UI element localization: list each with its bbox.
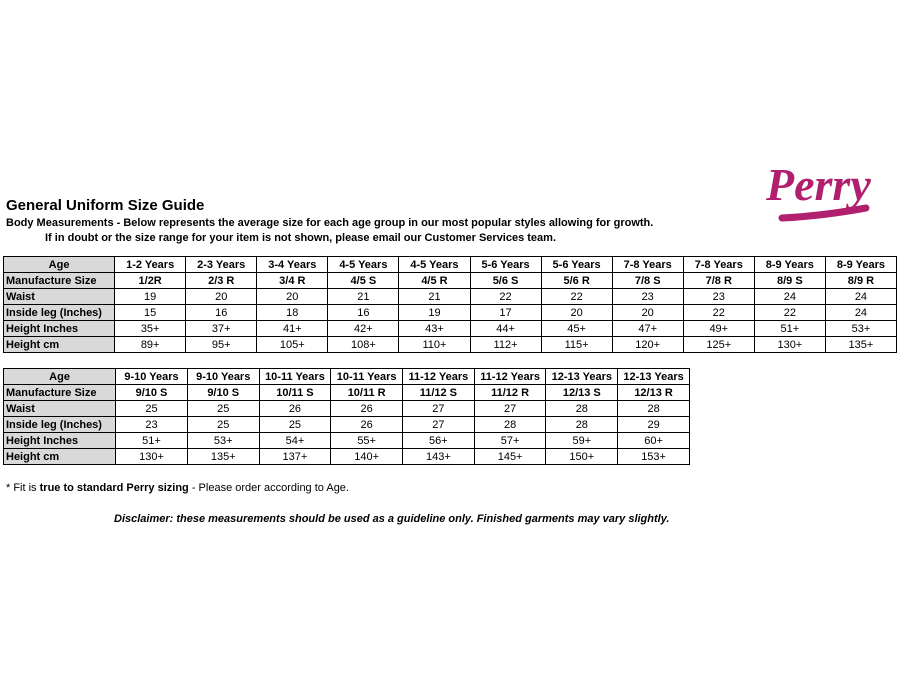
table-cell: 35+ bbox=[115, 321, 186, 337]
table-cell: 27 bbox=[403, 401, 475, 417]
table-cell: 112+ bbox=[470, 337, 541, 353]
table-row bbox=[4, 257, 897, 273]
table-cell: 44+ bbox=[470, 321, 541, 337]
table-cell: 22 bbox=[470, 289, 541, 305]
perry-logo-icon bbox=[762, 150, 872, 230]
table-cell: 8/9 S bbox=[754, 273, 825, 289]
table-cell: 130+ bbox=[116, 449, 188, 465]
table-cell: 26 bbox=[259, 401, 331, 417]
row-label: Inside leg (Inches) bbox=[4, 417, 116, 433]
table-cell: 45+ bbox=[541, 321, 612, 337]
table-cell: 21 bbox=[399, 289, 470, 305]
row-label: Inside leg (Inches) bbox=[4, 305, 115, 321]
age-header-cell: 1-2 Years bbox=[115, 257, 186, 273]
subtitle-contact: If in doubt or the size range for your item is not shown, please email our Customer Services team. bbox=[45, 232, 557, 244]
table-cell: 53+ bbox=[187, 433, 259, 449]
table-cell: 17 bbox=[470, 305, 541, 321]
size-table-2 bbox=[3, 368, 690, 465]
table-cell: 10/11 S bbox=[259, 385, 331, 401]
table-cell: 1/2R bbox=[115, 273, 186, 289]
table-cell: 16 bbox=[186, 305, 257, 321]
age-header-cell: 8-9 Years bbox=[754, 257, 825, 273]
svg-text:Perry: Perry bbox=[766, 159, 871, 210]
age-header-cell: 10-11 Years bbox=[331, 369, 403, 385]
table-cell: 8/9 R bbox=[825, 273, 896, 289]
table-cell: 20 bbox=[186, 289, 257, 305]
table-cell: 22 bbox=[541, 289, 612, 305]
fit-note-suffix: - Please order according to Age. bbox=[188, 482, 349, 494]
table-cell: 143+ bbox=[403, 449, 475, 465]
table-cell: 19 bbox=[399, 305, 470, 321]
row-label: Height cm bbox=[4, 337, 115, 353]
table-cell: 150+ bbox=[546, 449, 618, 465]
table-cell: 51+ bbox=[116, 433, 188, 449]
table-row bbox=[4, 273, 897, 289]
table-cell: 37+ bbox=[186, 321, 257, 337]
table-cell: 19 bbox=[115, 289, 186, 305]
row-label: Height Inches bbox=[4, 321, 115, 337]
age-header-cell: 2-3 Years bbox=[186, 257, 257, 273]
table-row bbox=[4, 321, 897, 337]
table-cell: 26 bbox=[331, 401, 403, 417]
fit-note-bold: true to standard Perry sizing bbox=[39, 482, 189, 494]
table-row bbox=[4, 385, 690, 401]
table-cell: 105+ bbox=[257, 337, 328, 353]
table-cell: 49+ bbox=[683, 321, 754, 337]
table-cell: 29 bbox=[618, 417, 690, 433]
table-row bbox=[4, 289, 897, 305]
age-header-cell: 8-9 Years bbox=[825, 257, 896, 273]
table-cell: 53+ bbox=[825, 321, 896, 337]
table-cell: 20 bbox=[612, 305, 683, 321]
table-cell: 28 bbox=[618, 401, 690, 417]
table-cell: 7/8 R bbox=[683, 273, 754, 289]
table-cell: 110+ bbox=[399, 337, 470, 353]
table-cell: 135+ bbox=[825, 337, 896, 353]
table-cell: 2/3 R bbox=[186, 273, 257, 289]
table-cell: 10/11 R bbox=[331, 385, 403, 401]
age-header-cell: 10-11 Years bbox=[259, 369, 331, 385]
row-label: Waist bbox=[4, 401, 116, 417]
table-cell: 41+ bbox=[257, 321, 328, 337]
table-cell: 27 bbox=[403, 417, 475, 433]
age-header-cell: 9-10 Years bbox=[116, 369, 188, 385]
table-cell: 7/8 S bbox=[612, 273, 683, 289]
table-cell: 140+ bbox=[331, 449, 403, 465]
table-cell: 47+ bbox=[612, 321, 683, 337]
age-header-cell: 5-6 Years bbox=[541, 257, 612, 273]
table-cell: 24 bbox=[825, 305, 896, 321]
row-label: Age bbox=[4, 257, 115, 273]
table-cell: 25 bbox=[187, 417, 259, 433]
table-cell: 24 bbox=[825, 289, 896, 305]
age-header-cell: 5-6 Years bbox=[470, 257, 541, 273]
table-row bbox=[4, 401, 690, 417]
row-label: Age bbox=[4, 369, 116, 385]
table-cell: 21 bbox=[328, 289, 399, 305]
table-cell: 3/4 R bbox=[257, 273, 328, 289]
table-row bbox=[4, 305, 897, 321]
disclaimer: Disclaimer: these measurements should be used as a guideline only. Finished garments may vary slightly. bbox=[114, 513, 670, 525]
table-cell: 28 bbox=[546, 401, 618, 417]
age-header-cell: 12-13 Years bbox=[546, 369, 618, 385]
table-cell: 153+ bbox=[618, 449, 690, 465]
table-cell: 22 bbox=[683, 305, 754, 321]
table-cell: 25 bbox=[187, 401, 259, 417]
table-cell: 130+ bbox=[754, 337, 825, 353]
age-header-cell: 4-5 Years bbox=[399, 257, 470, 273]
table-cell: 26 bbox=[331, 417, 403, 433]
row-label: Height cm bbox=[4, 449, 116, 465]
fit-note bbox=[6, 482, 349, 494]
table-cell: 135+ bbox=[187, 449, 259, 465]
age-header-cell: 7-8 Years bbox=[612, 257, 683, 273]
table-cell: 56+ bbox=[403, 433, 475, 449]
table-cell: 43+ bbox=[399, 321, 470, 337]
row-label: Manufacture Size bbox=[4, 385, 116, 401]
table-cell: 137+ bbox=[259, 449, 331, 465]
table-cell: 55+ bbox=[331, 433, 403, 449]
table-cell: 16 bbox=[328, 305, 399, 321]
age-header-cell: 12-13 Years bbox=[618, 369, 690, 385]
table-cell: 11/12 R bbox=[474, 385, 546, 401]
subtitle: Body Measurements - Below represents the average size for each age group in our most popular styles allowing for growth. bbox=[6, 217, 654, 229]
table-cell: 57+ bbox=[474, 433, 546, 449]
fit-note-prefix: * Fit is bbox=[6, 482, 40, 494]
table-cell: 51+ bbox=[754, 321, 825, 337]
table-cell: 23 bbox=[116, 417, 188, 433]
size-table-1 bbox=[3, 256, 897, 353]
table-cell: 59+ bbox=[546, 433, 618, 449]
row-label: Waist bbox=[4, 289, 115, 305]
age-header-cell: 3-4 Years bbox=[257, 257, 328, 273]
age-header-cell: 9-10 Years bbox=[187, 369, 259, 385]
table-cell: 24 bbox=[754, 289, 825, 305]
table-cell: 20 bbox=[257, 289, 328, 305]
table-cell: 4/5 S bbox=[328, 273, 399, 289]
table-cell: 60+ bbox=[618, 433, 690, 449]
table-cell: 23 bbox=[612, 289, 683, 305]
table-cell: 54+ bbox=[259, 433, 331, 449]
table-cell: 27 bbox=[474, 401, 546, 417]
table-cell: 12/13 S bbox=[546, 385, 618, 401]
table-cell: 145+ bbox=[474, 449, 546, 465]
table-row bbox=[4, 449, 690, 465]
age-header-cell: 7-8 Years bbox=[683, 257, 754, 273]
table-cell: 15 bbox=[115, 305, 186, 321]
page-title: General Uniform Size Guide bbox=[6, 197, 205, 214]
table-cell: 5/6 S bbox=[470, 273, 541, 289]
table-row bbox=[4, 417, 690, 433]
table-cell: 95+ bbox=[186, 337, 257, 353]
table-cell: 25 bbox=[116, 401, 188, 417]
row-label: Height Inches bbox=[4, 433, 116, 449]
table-row bbox=[4, 369, 690, 385]
age-header-cell: 11-12 Years bbox=[403, 369, 475, 385]
table-cell: 25 bbox=[259, 417, 331, 433]
table-row bbox=[4, 433, 690, 449]
row-label: Manufacture Size bbox=[4, 273, 115, 289]
age-header-cell: 4-5 Years bbox=[328, 257, 399, 273]
table-row bbox=[4, 337, 897, 353]
table-cell: 12/13 R bbox=[618, 385, 690, 401]
table-cell: 120+ bbox=[612, 337, 683, 353]
table-cell: 9/10 S bbox=[187, 385, 259, 401]
table-cell: 22 bbox=[754, 305, 825, 321]
table-cell: 20 bbox=[541, 305, 612, 321]
table-cell: 23 bbox=[683, 289, 754, 305]
table-cell: 18 bbox=[257, 305, 328, 321]
table-cell: 89+ bbox=[115, 337, 186, 353]
age-header-cell: 11-12 Years bbox=[474, 369, 546, 385]
table-cell: 125+ bbox=[683, 337, 754, 353]
perry-logo bbox=[762, 150, 872, 230]
table-cell: 115+ bbox=[541, 337, 612, 353]
table-cell: 108+ bbox=[328, 337, 399, 353]
table-cell: 28 bbox=[474, 417, 546, 433]
table-cell: 42+ bbox=[328, 321, 399, 337]
table-cell: 11/12 S bbox=[403, 385, 475, 401]
table-cell: 9/10 S bbox=[116, 385, 188, 401]
table-cell: 5/6 R bbox=[541, 273, 612, 289]
table-cell: 28 bbox=[546, 417, 618, 433]
table-cell: 4/5 R bbox=[399, 273, 470, 289]
